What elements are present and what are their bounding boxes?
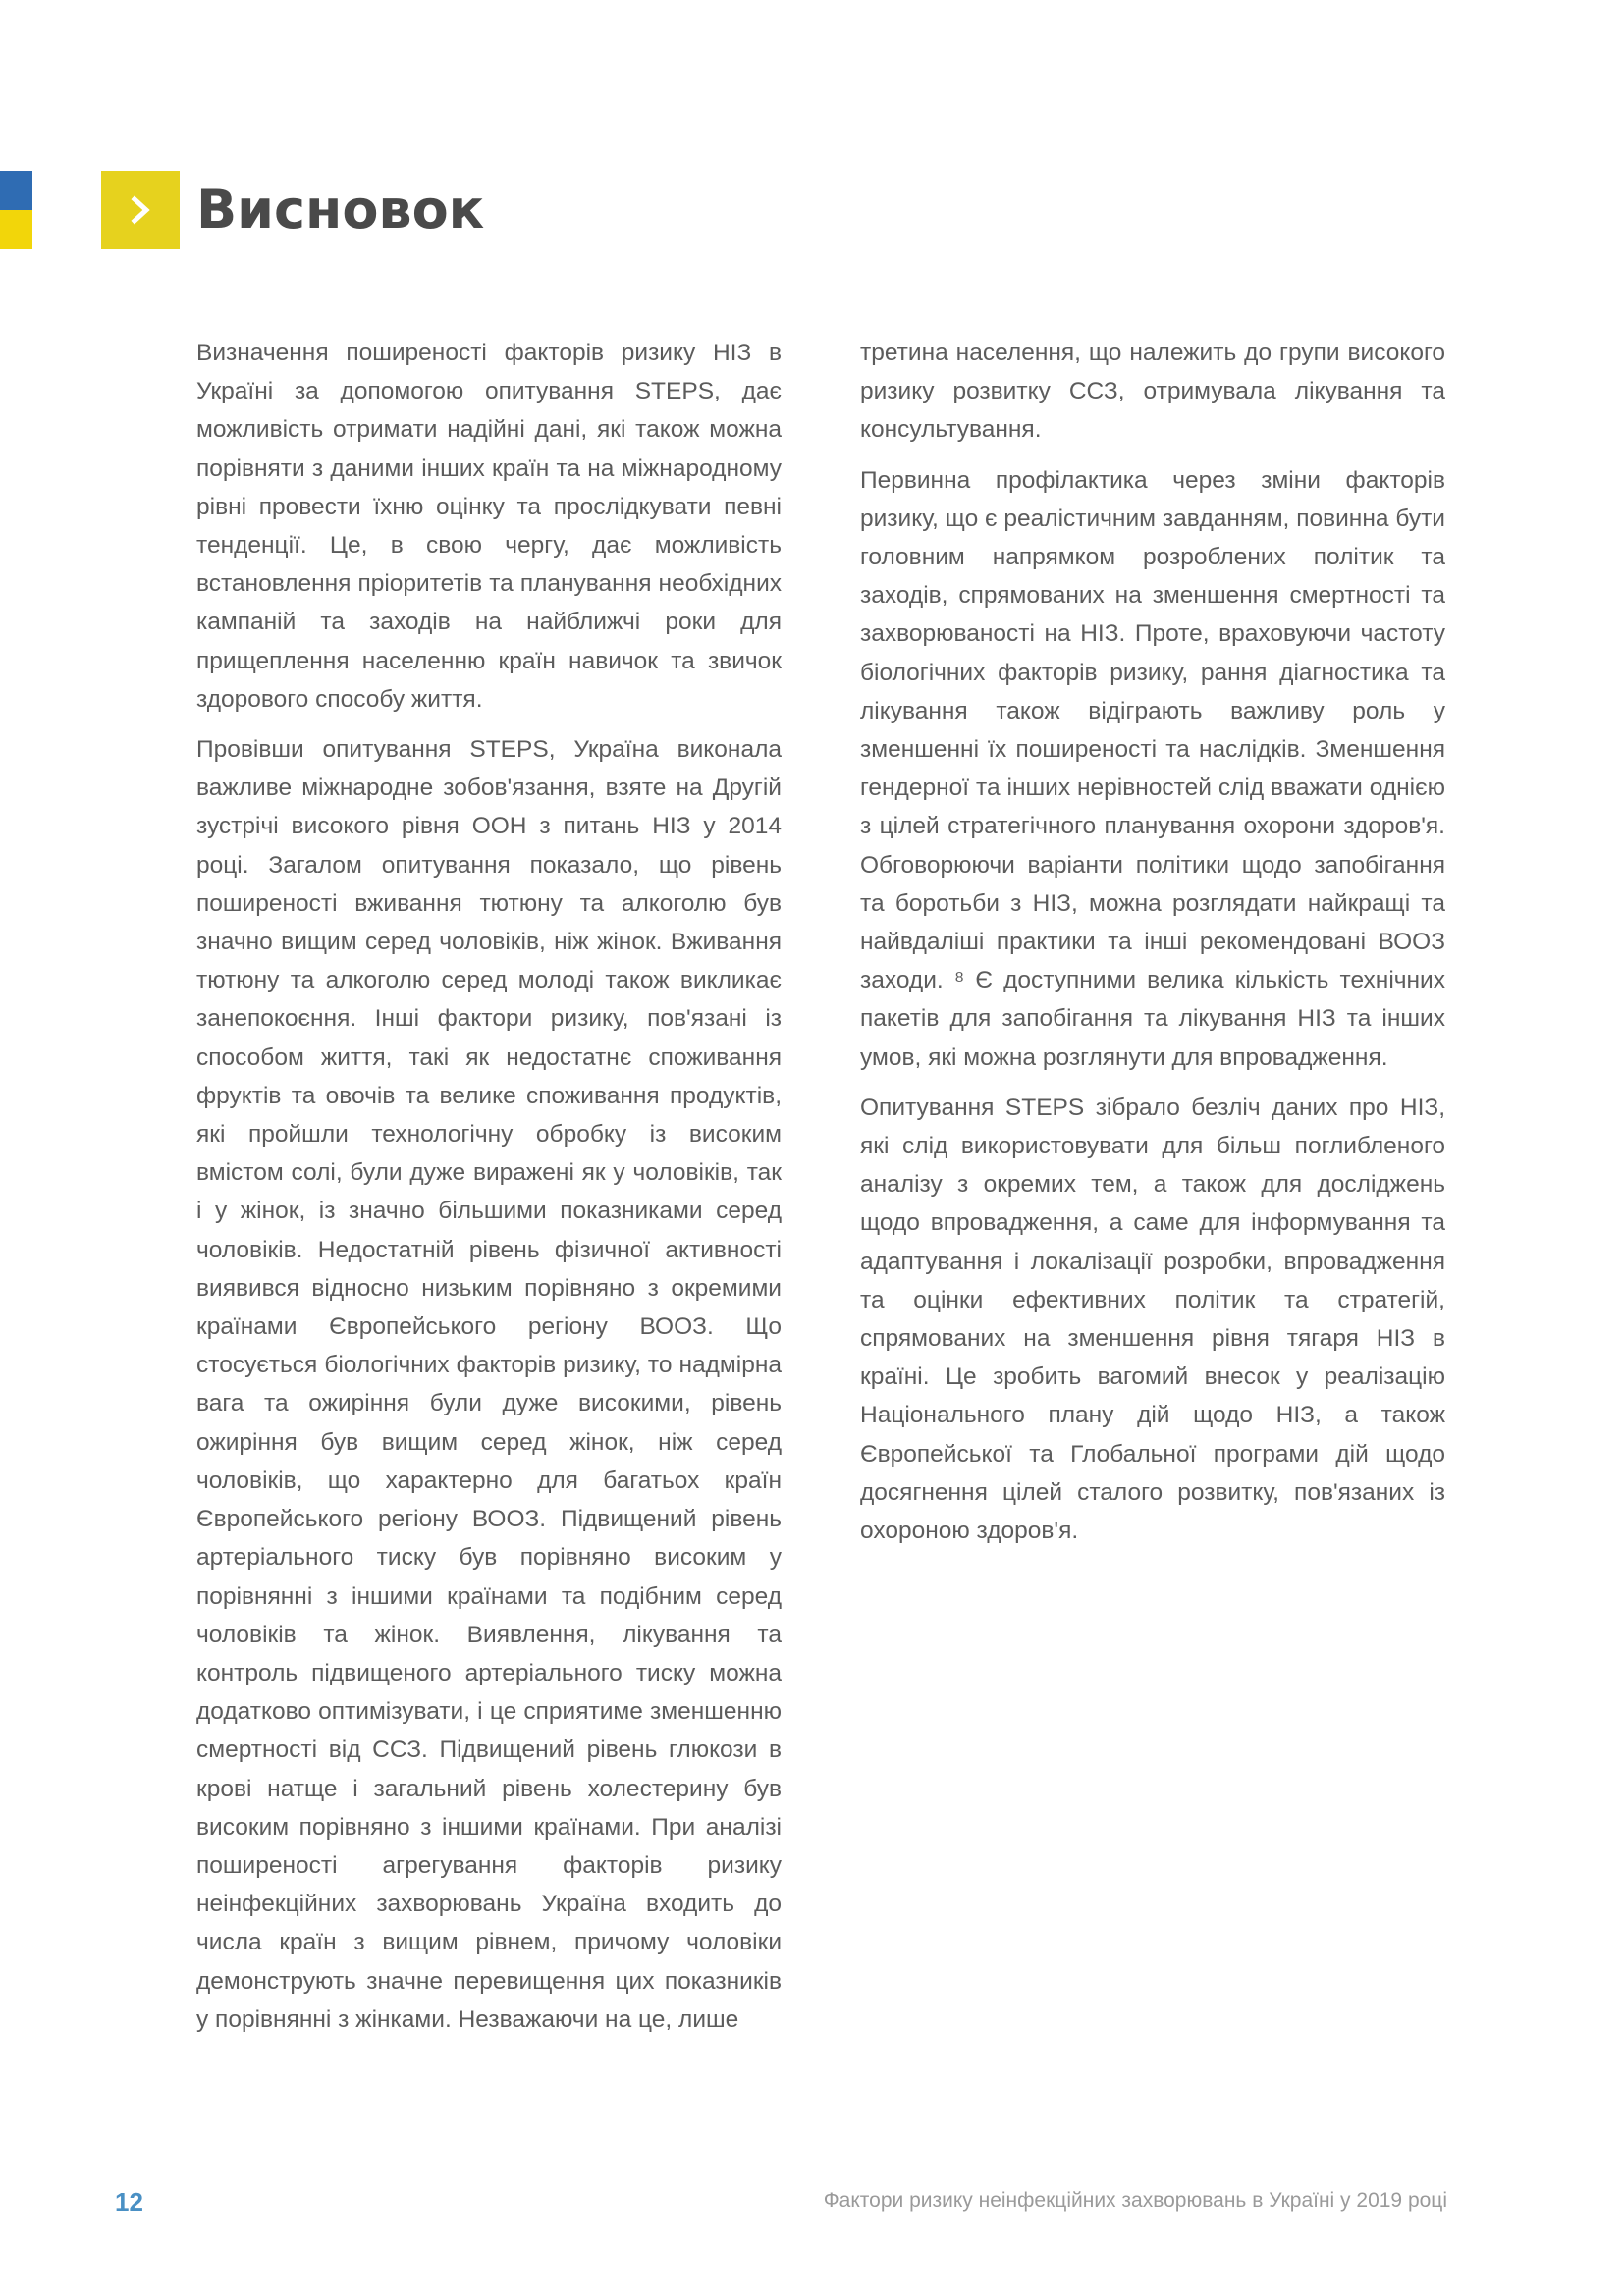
paragraph-5: Опитування STEPS зібрало безліч даних про НІЗ, які слід використовувати для більш поглибленого аналізу з окремих тем, а також для досліджень щодо впровадження, а саме для інформування та адаптування і локалізації розробки, впровадження та оцінки ефективних політик та стратегій, спрямованих на зменшення рівня тягаря НІЗ в країні. Це зробить вагомий внесок у реалізацію Національного плану дій щодо НІЗ, а також Європейської та Глобальної програми дій щодо досягнення цілей сталого розвитку, пов'язаних із охороною здоров'я. [860, 1094, 1445, 1545]
paragraph-1: Визначення поширеності факторів ризику НІЗ в Україні за допомогою опитування STEPS, дає можливість отримати надійні дані, які також можна порівняти з даними інших країн та на міжнародному рівні провести їхню оцінку та прослідкувати певні тенденції. Це, в свою чергу, дає можливість встановлення пріоритетів та планування необхідних кампаній та заходів на найближчі роки для прищеплення населенню країн навичок та звичок здорового способу життя. [196, 340, 782, 713]
text-column-left [196, 334, 782, 2051]
chevron-right-icon [126, 195, 155, 225]
running-title: Фактори ризику неінфекційних захворювань в Україні у 2019 році [823, 2189, 1447, 2212]
text-column-right [860, 334, 1445, 1562]
flag-stripe-yellow [0, 210, 32, 249]
paragraph-3: третина населення, що належить до групи високого ризику розвитку ССЗ, отримувала лікування та консультування. [860, 340, 1445, 444]
paragraph-4: Первинна профілактика через зміни факторів ризику, що є реалістичним завданням, повинна бути головним напрямком розроблених політик та заходів, спрямованих на зменшення смертності та захворюваності на НІЗ. Проте, враховуючи частоту біологічних факторів ризику, рання діагностика та лікування також відіграють важливу роль у зменшенні їх поширеності та наслідків. Зменшення гендерної та інших нерівностей слід вважати однією з цілей стратегічного планування охорони здоров'я. Обговорюючи варіанти політики щодо запобігання та боротьби з НІЗ, можна розглядати найкращі та найвдаліші практики та інші рекомендовані ВООЗ заходи. ⁸ Є доступними велика кількість технічних пакетів для запобігання та лікування НІЗ та інших умов, які можна розглянути для впровадження. [860, 466, 1445, 1071]
section-marker [101, 171, 180, 249]
flag-stripe-blue [0, 171, 32, 210]
page-title: Висновок [196, 179, 485, 240]
page-number: 12 [115, 2187, 143, 2216]
paragraph-2: Провівши опитування STEPS, Україна виконала важливе міжнародне зобов'язання, взяте на Другій зустрічі високого рівня ООН з питань НІЗ у 2014 році. Загалом опитування показало, що рівень поширеності вживання тютюну та алкоголю був значно вищим серед чоловіків, ніж жінок. Вживання тютюну та алкоголю серед молоді також викликає занепокоєння. Інші фактори ризику, пов'язані із способом життя, такі як недостатнє споживання фруктів та овочів та велике споживання продуктів, які пройшли технологічну обробку із високим вмістом солі, були дуже виражені як у чоловіків, так і у жінок, із значно більшими показниками серед чоловіків. Недостатній рівень фізичної активності виявився відносно низьким порівняно з окремими країнами Європейського регіону ВООЗ. Що стосується біологічних факторів ризику, то надмірна вага та ожиріння були дуже високими, рівень ожиріння був вищим серед жінок, ніж серед чоловіків, що характерно для багатьох країн Європейського регіону ВООЗ. Підвищений рівень артеріального тиску був порівняно високим у порівнянні з іншими країнами та подібним серед чоловіків та жінок. Виявлення, лікування та контроль підвищеного артеріального тиску можна додатково оптимізувати, і це сприятиме зменшенню смертності від ССЗ. Підвищений рівень глюкози в крові натще і загальний рівень холестерину був високим порівняно з іншими країнами. При аналізі поширеності агрегування факторів ризику неінфекційних захворювань Україна входить до числа країн з вищим рівнем, причому чоловіки демонструють значне перевищення цих показників у порівнянні з жінками. Незважаючи на це, лише [196, 736, 782, 2033]
